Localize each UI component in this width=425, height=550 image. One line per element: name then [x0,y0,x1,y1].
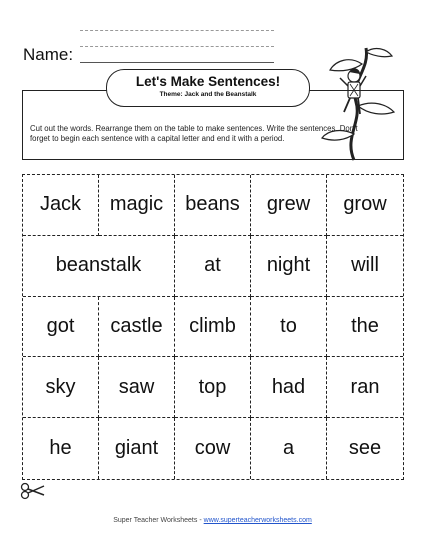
word-card[interactable]: sky [23,357,99,418]
worksheet-theme: Theme: Jack and the Beanstalk [159,91,257,98]
word-card[interactable]: had [251,357,327,418]
footer-brand: Super Teacher Worksheets [113,517,198,524]
word-card[interactable]: castle [99,297,175,358]
word-card[interactable]: see [348,437,382,460]
word-card[interactable]: night [251,236,327,297]
word-card[interactable]: grow [327,175,403,236]
word-card[interactable]: beans [175,175,251,236]
word-card[interactable]: ran [327,357,403,418]
word-card[interactable]: got [23,297,99,358]
word-card[interactable]: grew [251,175,327,236]
title-box [106,69,310,107]
word-card[interactable]: will [327,236,403,297]
word-card[interactable]: top [175,357,251,418]
word-card[interactable]: at [175,236,251,297]
word-card[interactable]: the [327,297,403,358]
name-field-line[interactable] [80,62,274,63]
header-line-1 [80,30,274,31]
word-card-grid [22,174,404,480]
word-card[interactable]: saw [99,357,175,418]
word-card[interactable]: climb [175,297,251,358]
word-card[interactable]: he [23,418,99,479]
word-card[interactable]: beanstalk [23,236,175,297]
header-line-2 [80,46,274,47]
word-card[interactable]: magic [99,175,175,236]
scissors-icon [20,482,46,500]
word-card[interactable]: a [251,418,327,479]
word-card[interactable]: Jack [23,175,99,236]
instructions-text: Cut out the words. Rearrange them on the table to make sentences. Write the sentences. Don't forget to begin each sentence with a capital letter and end it with a period. [30,124,358,143]
footer-link[interactable]: www.superteacherworksheets.com [203,517,312,524]
footer [0,517,425,524]
name-label: Name: [23,45,74,64]
worksheet-title: Let's Make Sentences! [135,74,281,89]
word-card[interactable]: to [251,297,327,358]
word-card[interactable]: giant [99,418,175,479]
word-card[interactable]: cow [175,418,251,479]
footer-separator: - [199,517,202,524]
